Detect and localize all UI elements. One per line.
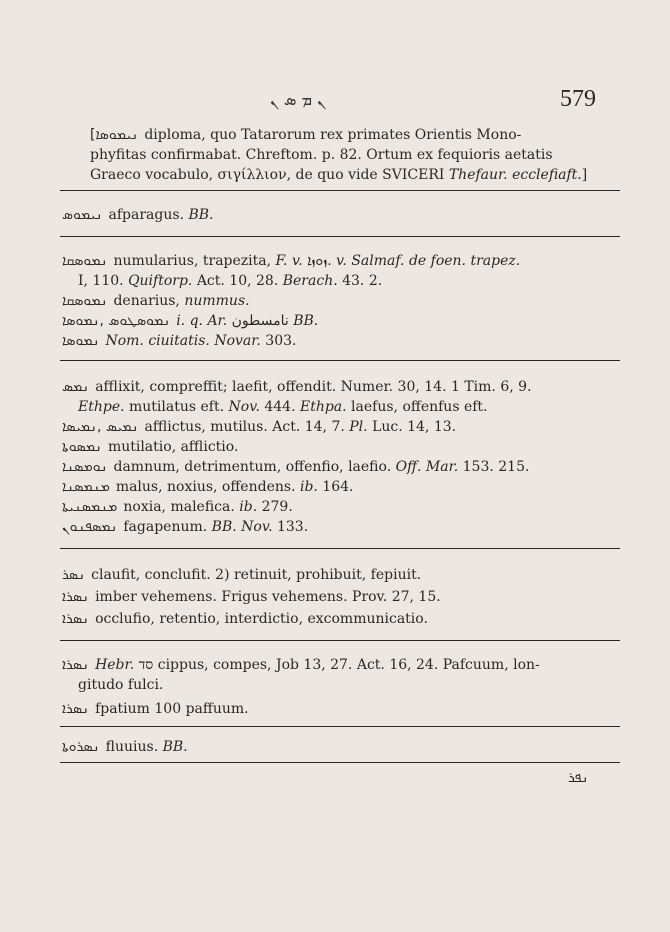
entry-line: ܢܣܪܐ imber vehemens. Frigus vehemens. Prov. 27, 15. bbox=[62, 589, 441, 605]
section-rule bbox=[60, 726, 620, 727]
entry-line: ܢܡܣܘܬܐ mutilatio, afflictio. bbox=[62, 439, 239, 455]
entry-line: ܢܣܪܐ fpatium 100 paffuum. bbox=[62, 701, 249, 717]
section-rule bbox=[60, 236, 620, 237]
entry-line: Graeco vocabulo, σιγίλλιον, de quo vide SVICERI Thefaur. ecclefiaft.] bbox=[90, 167, 588, 183]
entry-line: ܡܢܡܣܢܐ malus, noxius, offendens. ib. 164. bbox=[62, 479, 354, 495]
entry-line: ܢܣܪܐ occlufio, retentio, interdictio, excommunicatio. bbox=[62, 611, 428, 627]
entry-line: ܢܡܝܣ ,ܢܡܝܣܐ afflictus, mutilus. Act. 14, 7. Pl. Luc. 14, 13. bbox=[62, 419, 457, 435]
entry-line: ܢܡܘܣܩܐ denarius, nummus. bbox=[62, 293, 250, 309]
entry-line: ܢܡܘܣܛܘܣ ,ܢܡܘܣܐ i. q. Ar. نامسطون BB. bbox=[62, 313, 319, 329]
section-rule bbox=[60, 640, 620, 641]
entry-line: ܢܘܡܣܢܐ damnum, detrimentum, offenfio, laefio. Off. Mar. 153. 215. bbox=[62, 459, 530, 475]
entry-line: ܢܡܘܣܩܐ numularius, trapezita, F. v. ܙܘܙܐ. v. Salmaf. de foen. trapez. bbox=[62, 253, 521, 269]
running-head-syriac: ܢ ܡ ܣ ܢ bbox=[270, 90, 326, 109]
entry-line: gitudo fulci. bbox=[78, 677, 164, 693]
section-rule bbox=[60, 190, 620, 191]
entry-line: ܢܡܣܦܢܘܢ fagapenum. BB. Nov. 133. bbox=[62, 519, 309, 535]
entry-line: ܢܣܪܐ Hebr. סד cippus, compes, Job 13, 27. Act. 16, 24. Pafcuum, lon- bbox=[62, 657, 540, 673]
entry-line: ܢܡܘܣܐ Nom. ciuitatis. Novar. 303. bbox=[62, 333, 297, 349]
entry-line: Ethpe. mutilatus eft. Nov. 444. Ethpa. laefus, offenfus eft. bbox=[78, 399, 488, 415]
entry-line: ܡܢܡܣܢܝܬܐ noxia, malefica. ib. 279. bbox=[62, 499, 293, 515]
section-rule bbox=[60, 360, 620, 361]
catchword: ܢܦܪ bbox=[568, 770, 589, 786]
entry-line: ܢܣܪܘܬܐ fluuius. BB. bbox=[62, 739, 188, 755]
entry-line: [ܢܝܡܘܣܐ diploma, quo Tatarorum rex primates Orientis Mono- bbox=[90, 127, 522, 143]
entry-line: ܢܣܪ claufit, conclufit. 2) retinuit, prohibuit, fepiuit. bbox=[62, 567, 422, 583]
entry-line: ܢܝܡܘܣ afparagus. BB. bbox=[62, 207, 214, 223]
section-rule bbox=[60, 548, 620, 549]
section-rule bbox=[60, 762, 620, 763]
page-number: 579 bbox=[560, 86, 596, 112]
entry-line: I, 110. Quiftorp. Act. 10, 28. Berach. 43. 2. bbox=[78, 273, 383, 289]
entry-line: ܢܡܣ afflixit, compreffit; laefit, offendit. Numer. 30, 14. 1 Tim. 6, 9. bbox=[62, 379, 532, 395]
entry-line: phyfitas confirmabat. Chreftom. p. 82. Ortum ex fequioris aetatis bbox=[90, 147, 553, 163]
